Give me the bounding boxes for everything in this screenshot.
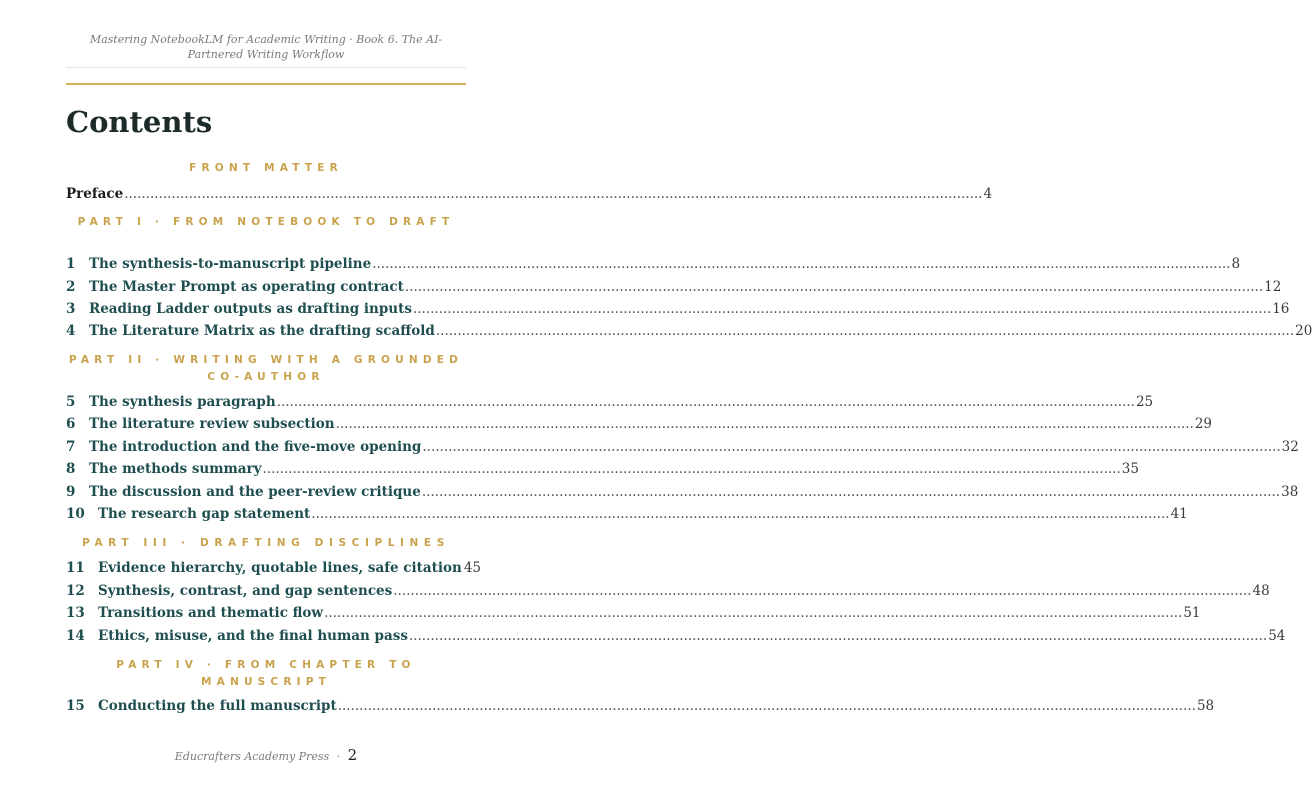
- toc-leader-dots: ........................................................................................................................................................................................................: [408, 628, 1268, 644]
- toc-entry-title: Conducting the full manuscript: [98, 698, 337, 714]
- toc-entry-title: Preface: [66, 186, 124, 202]
- footer-page-number: 2: [347, 746, 358, 764]
- toc-leader-dots: ........................................................................................................................................................................................................: [276, 394, 1135, 410]
- toc-entry-chapter-11[interactable]: [66, 558, 482, 578]
- toc-entry-title: Synthesis, contrast, and gap sentences: [98, 583, 393, 599]
- toc-leader-dots: ........................................................................................................................................................................................................: [404, 279, 1264, 295]
- toc-leader-dots: ........................................................................................................................................................................................................: [435, 323, 1295, 339]
- toc-entry-page: 38: [1281, 484, 1299, 500]
- toc-entry-chapter-5[interactable]: [66, 392, 1154, 412]
- toc-entry-number: 15: [66, 698, 85, 714]
- part-heading-part-1: PART I · FROM NOTEBOOK TO DRAFT: [77, 216, 455, 228]
- page-title: Contents: [66, 105, 213, 139]
- part-heading-part-3: PART III · DRAFTING DISCIPLINES: [82, 537, 450, 549]
- toc-entry-title: Ethics, misuse, and the final human pass: [98, 628, 408, 644]
- toc-leader-dots: ........................................................................................................................................................................................................: [337, 698, 1196, 714]
- toc-entry-chapter-15[interactable]: [66, 696, 1215, 716]
- toc-entry-chapter-8[interactable]: [66, 459, 1139, 479]
- toc-entry-title: Transitions and thematic flow: [98, 605, 324, 621]
- toc-entry-page: 54: [1268, 628, 1286, 644]
- footer-publisher: Educrafters Academy Press: [174, 750, 330, 763]
- running-head: Mastering NotebookLM for Academic Writing · Book 6. The AI-Partnered Writing Workflow: [89, 33, 443, 61]
- toc-entry-number: 1: [66, 256, 76, 272]
- toc-entry-chapter-1[interactable]: [66, 254, 1241, 274]
- toc-entry-title: The literature review subsection: [89, 416, 335, 432]
- part-heading-part-2: PART II · WRITING WITH A GROUNDED CO-AUTHOR: [68, 354, 464, 383]
- toc-entry-page: 29: [1194, 416, 1213, 432]
- toc-entry-title: The Master Prompt as operating contract: [89, 279, 404, 295]
- toc-entry-number: 12: [66, 583, 85, 599]
- toc-entry-number: 3: [66, 301, 76, 317]
- toc-entry-chapter-13[interactable]: [66, 603, 1201, 623]
- toc-entry-number: 8: [66, 461, 76, 477]
- toc-leader-dots: ........................................................................................................................................................................................................: [412, 301, 1272, 317]
- toc-entry-page: 45: [463, 560, 482, 576]
- toc-entry-page: 8: [1231, 256, 1241, 272]
- toc-entry-number: 7: [66, 439, 76, 455]
- toc-entry-page: 51: [1183, 605, 1201, 621]
- toc-entry-page: 16: [1272, 301, 1290, 317]
- toc-leader-dots: ........................................................................................................................................................................................................: [262, 461, 1121, 477]
- toc-entry-title: Evidence hierarchy, quotable lines, safe citation: [98, 560, 462, 576]
- toc-entry-chapter-14[interactable]: [66, 626, 1286, 646]
- toc-entry-number: 11: [66, 560, 85, 576]
- toc-entry-chapter-2[interactable]: [66, 277, 1282, 297]
- toc-entry-page: 32: [1281, 439, 1299, 455]
- toc-entry-chapter-9[interactable]: [66, 482, 1299, 502]
- toc-entry-page: 48: [1252, 583, 1270, 599]
- toc-entry-page: 41: [1170, 506, 1188, 522]
- toc-entry-title: The discussion and the peer-review critique: [89, 484, 421, 500]
- toc-entry-number: 6: [66, 416, 76, 432]
- toc-entry-number: 9: [66, 484, 76, 500]
- toc-leader-dots: ........................................................................................................................................................................................................: [335, 416, 1194, 432]
- toc-leader-dots: ........................................................................................................................................................................................................: [422, 439, 1281, 455]
- toc-entry-title: The synthesis paragraph: [89, 394, 276, 410]
- toc-leader-dots: ........................................................................................................................................................................................................: [311, 506, 1170, 522]
- toc-entry-chapter-7[interactable]: [66, 437, 1299, 457]
- toc-entry-number: 10: [66, 506, 85, 522]
- toc-entry-title: The introduction and the five-move opening: [89, 439, 422, 455]
- toc-entry-chapter-10[interactable]: [66, 504, 1188, 524]
- part-heading-front-matter: FRONT MATTER: [189, 162, 343, 174]
- toc-entry-number: 14: [66, 628, 85, 644]
- toc-entry-title: The synthesis-to-manuscript pipeline: [89, 256, 372, 272]
- toc-leader-dots: ........................................................................................................................................................................................................: [324, 605, 1183, 621]
- toc-entry-title: The methods summary: [89, 461, 262, 477]
- toc-entry-chapter-4[interactable]: [66, 321, 1312, 341]
- toc-entry-title: The Literature Matrix as the drafting scaffold: [89, 323, 435, 339]
- toc-entry-page: 25: [1135, 394, 1154, 410]
- toc-entry-title: Reading Ladder outputs as drafting inputs: [89, 301, 412, 317]
- toc-entry-page: 35: [1121, 461, 1139, 477]
- toc-leader-dots: ........................................................................................................................................................................................................: [421, 484, 1281, 500]
- toc-entry-number: 4: [66, 323, 76, 339]
- toc-entry-number: 13: [66, 605, 85, 621]
- header-rule: [66, 67, 466, 68]
- toc-entry-page: 58: [1196, 698, 1215, 714]
- part-heading-part-4: PART IV · FROM CHAPTER TO MANUSCRIPT: [116, 659, 416, 688]
- toc-entry-page: 4: [983, 186, 993, 202]
- toc-entry-title: The research gap statement: [98, 506, 311, 522]
- toc-entry-number: 2: [66, 279, 76, 295]
- toc-leader-dots: ........................................................................................................................................................................................................: [372, 256, 1231, 272]
- toc-entry-preface[interactable]: [66, 184, 993, 204]
- page-footer: [66, 746, 466, 766]
- toc-leader-dots: ........................................................................................................................................................................................................: [124, 186, 983, 202]
- toc-entry-page: 20: [1295, 323, 1312, 339]
- title-rule: [66, 83, 466, 85]
- toc-entry-chapter-3[interactable]: [66, 299, 1290, 319]
- footer-separator: ·: [336, 750, 341, 763]
- toc-entry-chapter-6[interactable]: [66, 414, 1213, 434]
- toc-entry-page: 12: [1264, 279, 1282, 295]
- toc-entry-number: 5: [66, 394, 76, 410]
- toc-leader-dots: ........................................................................................................................................................................................................: [393, 583, 1252, 599]
- toc-entry-chapter-12[interactable]: [66, 581, 1270, 601]
